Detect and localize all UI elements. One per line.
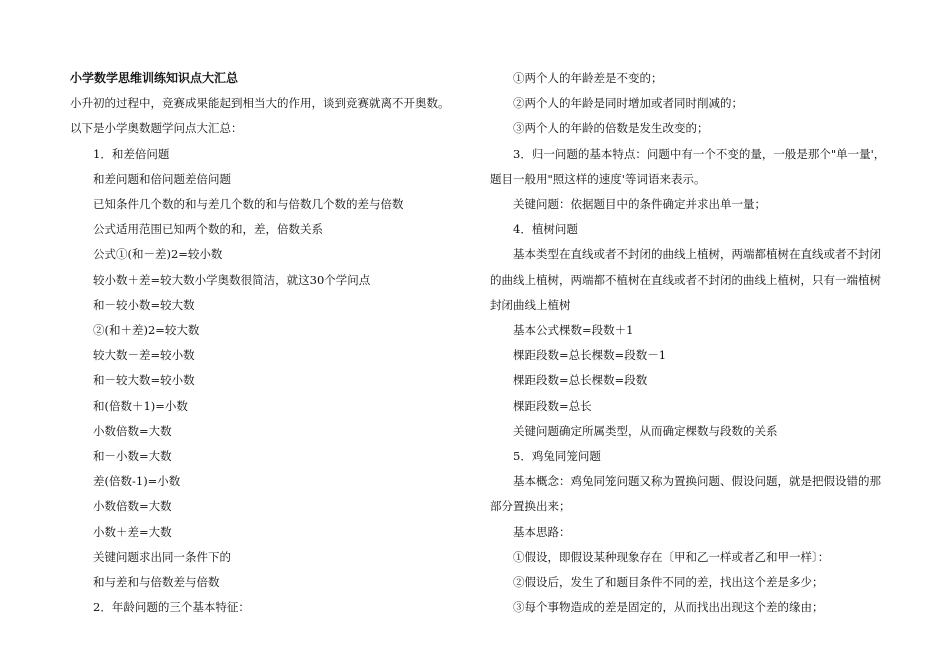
document-title: 小学数学思维训练知识点大汇总 <box>70 71 239 85</box>
text-line: 和(倍数＋1)=小数 <box>93 398 188 413</box>
left-column <box>70 66 458 620</box>
text-line: 4．植树问题 <box>513 222 578 237</box>
text-line: 棵距段数=总长棵数=段数 <box>513 373 648 388</box>
text-line: 较小数＋差=较大数小学奥数很简洁，就这30个学问点 <box>93 272 371 287</box>
text-line: 公式适用范围已知两个数的和，差，倍数关系 <box>93 222 323 237</box>
text-line: 小数＋差=大数 <box>93 524 172 539</box>
text-line: 1．和差倍问题 <box>93 146 170 161</box>
text-line: 3．归一问题的基本特点：问题中有一个不变的量，一般是那个"单一量'，题目一般用"照这样的速度'等词语来表示。 <box>490 146 886 186</box>
text-line: 基本类型在直线或者不封闭的曲线上植树，两端都植树在直线或者不封闭的曲线上植树，两端都不植树在直线或者不封闭的曲线上植树，只有一端植树封闭曲线上植树 <box>490 247 881 312</box>
text-line: ①假设，即假设某种现象存在〔甲和乙一样或者乙和甲一样〕： <box>513 549 830 564</box>
text-line: 较大数－差=较小数 <box>93 348 195 363</box>
text-line: 差(倍数-1)=小数 <box>93 474 181 489</box>
text-line: 基本概念：鸡兔同笼问题又称为置换问题、假设问题，就是把假设错的那部分置换出来； <box>490 474 881 514</box>
text-line: 小数倍数=大数 <box>93 499 172 514</box>
text-line: 和－小数=大数 <box>93 449 172 464</box>
intro-paragraph: 小升初的过程中，竞赛成果能起到相当大的作用，谈到竞赛就离不开奥数。以下是小学奥数题学问点大汇总： <box>70 96 450 136</box>
text-line: ③两个人的年龄的倍数是发生改变的； <box>513 121 709 136</box>
left-lines <box>70 142 458 621</box>
text-line: 2．年龄问题的三个基本特征： <box>93 600 250 615</box>
text-line: 已知条件几个数的和与差几个数的和与倍数几个数的差与倍数 <box>93 197 404 212</box>
text-line: 和－较小数=较大数 <box>93 297 195 312</box>
text-line: ②(和＋差)2=较大数 <box>93 323 200 338</box>
text-line: 小数倍数=大数 <box>93 423 172 438</box>
text-line: 和－较大数=较小数 <box>93 373 195 388</box>
text-line: 公式①(和－差)2=较小数 <box>93 247 223 262</box>
text-line: 棵距段数=总长 <box>513 398 592 413</box>
text-line: ③每个事物造成的差是固定的，从而找出出现这个差的缘由； <box>513 600 824 615</box>
text-line: ②两个人的年龄是同时增加或者同时削减的； <box>513 96 743 111</box>
right-column <box>490 66 886 620</box>
text-line: 基本思路： <box>513 524 571 539</box>
text-line: ①两个人的年龄差是不变的； <box>513 71 663 85</box>
text-line: ②假设后，发生了和题目条件不同的差，找出这个差是多少； <box>513 575 824 590</box>
text-line: 棵距段数=总长棵数=段数－1 <box>513 348 667 363</box>
text-line: 和与差和与倍数差与倍数 <box>93 575 220 590</box>
text-line: 关键问题：依据题目中的条件确定并求出单一量； <box>513 197 766 212</box>
text-line: 基本公式棵数=段数＋1 <box>513 323 634 338</box>
text-line: 关键问题求出同一条件下的 <box>93 549 231 564</box>
text-line: 5．鸡兔同笼问题 <box>513 449 601 464</box>
text-line: 关键问题确定所属类型，从而确定棵数与段数的关系 <box>513 423 778 438</box>
text-line: 和差问题和倍问题差倍问题 <box>93 171 231 186</box>
